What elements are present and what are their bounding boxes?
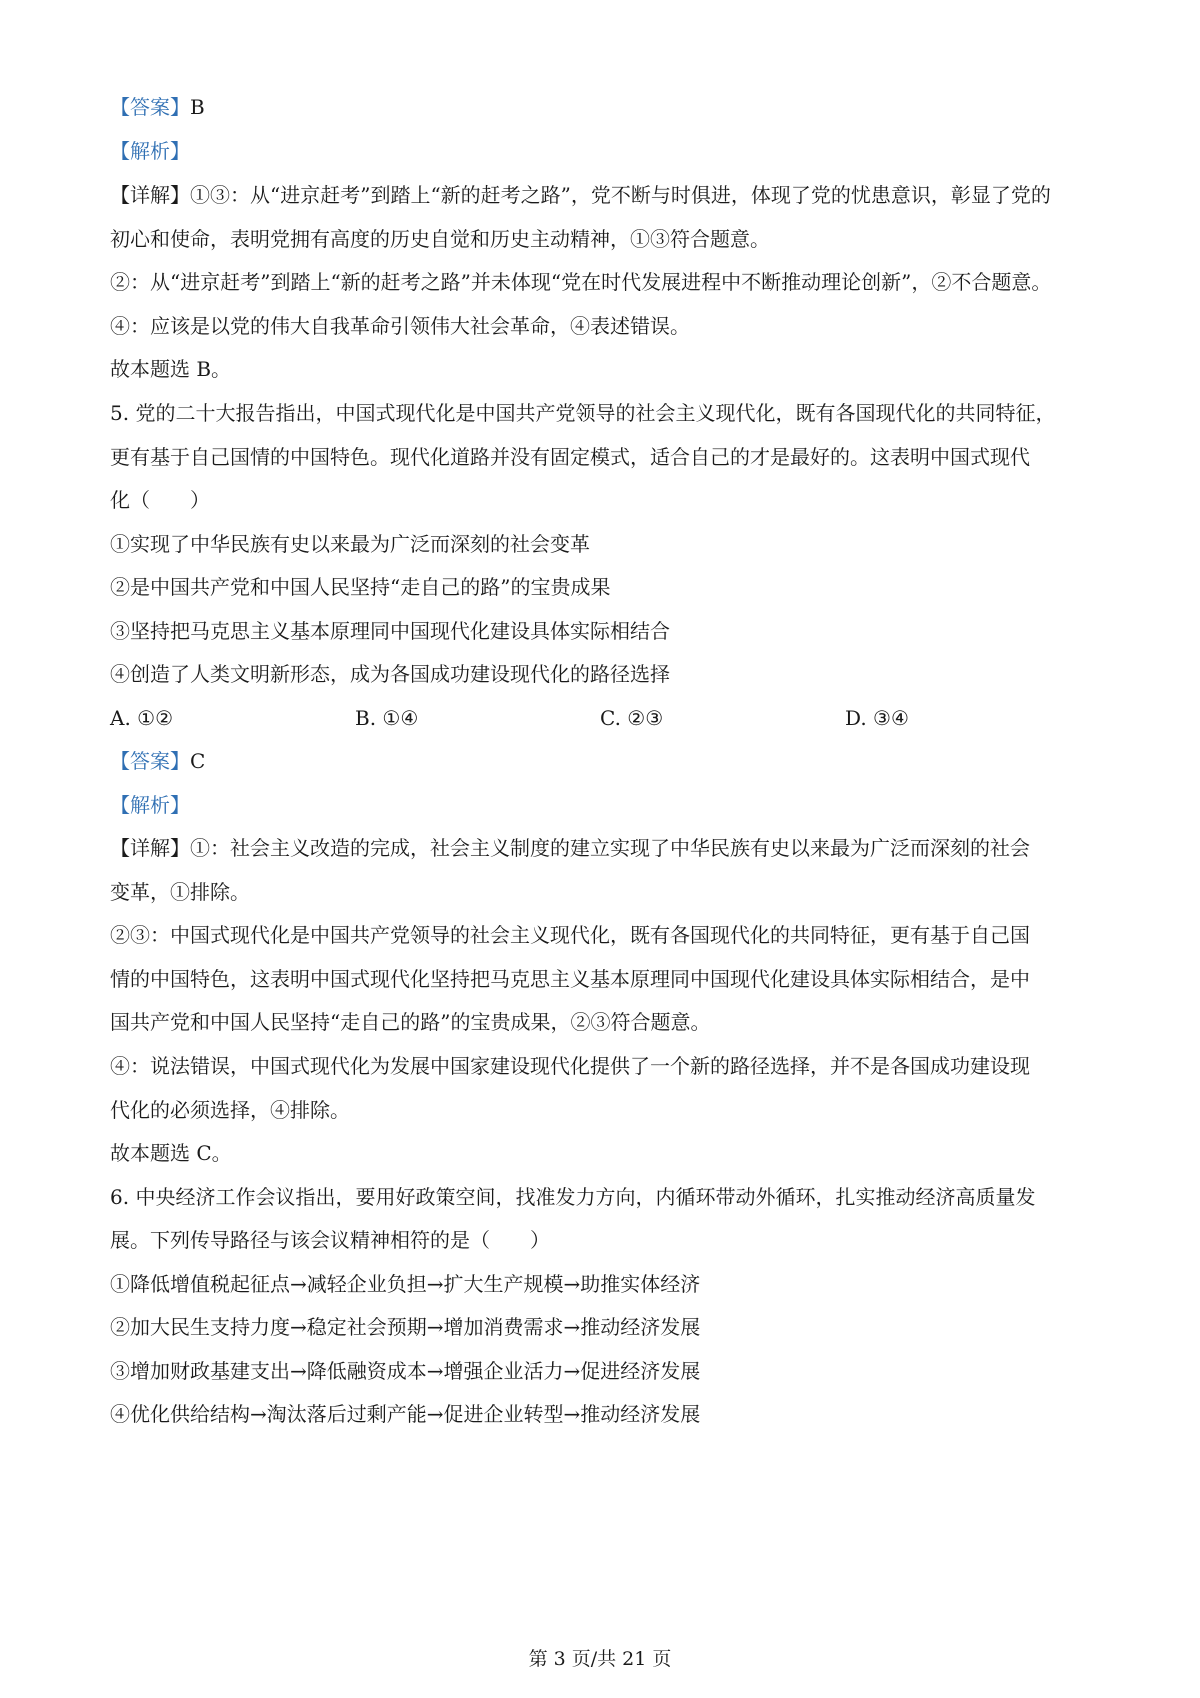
- detail-line: 初心和使命，表明党拥有高度的历史自觉和历史主动精神，①③符合题意。: [110, 227, 770, 251]
- detail-line: ②：从“进京赶考”到踏上“新的赶考之路”并未体现“党在时代发展进程中不断推动理论创新”，②不合题意。: [110, 270, 1052, 294]
- statement-item: ③增加财政基建支出→降低融资成本→增强企业活力→促进经济发展: [110, 1359, 701, 1383]
- statement-item: ④创造了人类文明新形态，成为各国成功建设现代化的路径选择: [110, 662, 670, 686]
- detail-tag: 【详解】: [110, 183, 190, 207]
- answer-value: C: [190, 749, 206, 773]
- detail-line: [110, 834, 1030, 862]
- detail-line: 代化的必须选择，④排除。: [110, 1098, 350, 1122]
- detail-line: 变革，①排除。: [110, 880, 250, 904]
- conclusion-line: 故本题选 B。: [110, 357, 232, 381]
- question-stem: 5. 党的二十大报告指出，中国式现代化是中国共产党领导的社会主义现代化，既有各国现代化的共同特征，: [110, 401, 1056, 425]
- statement-item: ①降低增值税起征点→减轻企业负担→扩大生产规模→助推实体经济: [110, 1272, 701, 1296]
- statement-item: ②是中国共产党和中国人民坚持“走自己的路”的宝贵成果: [110, 575, 611, 599]
- question-stem: 更有基于自己国情的中国特色。现代化道路并没有固定模式，适合自己的才是最好的。这表明中国式现代: [110, 445, 1030, 469]
- statement-item: ②加大民生支持力度→稳定社会预期→增加消费需求→推动经济发展: [110, 1315, 701, 1339]
- analysis-tag: 【解析】: [110, 139, 190, 163]
- statement-item: ①实现了中华民族有史以来最为广泛而深刻的社会变革: [110, 532, 590, 556]
- page-number: 第 3 页/共 21 页: [528, 1648, 672, 1670]
- answer-tag: 【答案】: [110, 749, 190, 773]
- detail-text: ①③：从“进京赶考”到踏上“新的赶考之路”，党不断与时俱进，体现了党的忧患意识，彰显了党的: [190, 183, 1051, 207]
- question-stem: 6. 中央经济工作会议指出，要用好政策空间，找准发力方向，内循环带动外循环，扎实推动经济高质量发: [110, 1185, 1036, 1209]
- detail-line: 情的中国特色，这表明中国式现代化坚持把马克思主义基本原理同中国现代化建设具体实际相结合，是中: [110, 967, 1030, 991]
- detail-line: ④：说法错误，中国式现代化为发展中国家建设现代化提供了一个新的路径选择，并不是各国成功建设现: [110, 1054, 1030, 1078]
- option-d: D. ③④: [845, 706, 909, 730]
- conclusion-line: 故本题选 C。: [110, 1141, 232, 1165]
- detail-line: ④：应该是以党的伟大自我革命引领伟大社会革命，④表述错误。: [110, 314, 690, 338]
- detail-text: ①：社会主义改造的完成，社会主义制度的建立实现了中华民族有史以来最为广泛而深刻的社会: [190, 836, 1030, 860]
- detail-line: 国共产党和中国人民坚持“走自己的路”的宝贵成果，②③符合题意。: [110, 1010, 711, 1034]
- analysis-tag: 【解析】: [110, 793, 190, 817]
- detail-line: [110, 181, 1051, 209]
- statement-item: ③坚持把马克思主义基本原理同中国现代化建设具体实际相结合: [110, 619, 670, 643]
- answer-tag: 【答案】: [110, 95, 190, 119]
- answer-line-q5: [110, 747, 205, 775]
- detail-tag: 【详解】: [110, 836, 190, 860]
- question-stem: 展。下列传导路径与该会议精神相符的是（ ）: [110, 1228, 550, 1252]
- option-b: B. ①④: [355, 706, 419, 730]
- option-c: C. ②③: [600, 706, 664, 730]
- answer-line-q4: [110, 93, 205, 121]
- question-stem: 化（ ）: [110, 488, 210, 512]
- detail-line: ②③：中国式现代化是中国共产党领导的社会主义现代化，既有各国现代化的共同特征，更有基于自己国: [110, 923, 1030, 947]
- option-a: A. ①②: [110, 706, 174, 730]
- statement-item: ④优化供给结构→淘汰落后过剩产能→促进企业转型→推动经济发展: [110, 1402, 701, 1426]
- answer-value: B: [190, 95, 205, 119]
